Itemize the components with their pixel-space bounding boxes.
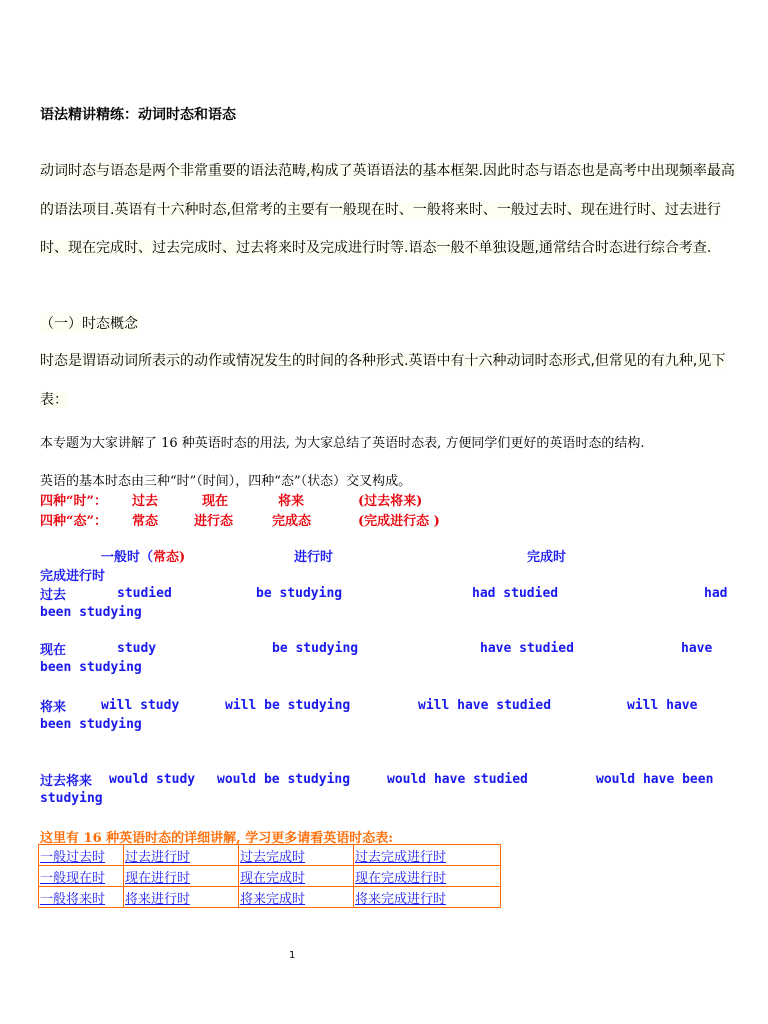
section-heading: （一）时态概念	[40, 313, 138, 333]
table-row	[39, 887, 501, 908]
cell-progressive: would be studying	[217, 772, 351, 787]
page-title: 语法精讲精练：动词时态和语态	[40, 107, 236, 123]
tense-link[interactable]: 一般将来时	[40, 891, 106, 907]
cell-perfect-progressive: had	[704, 586, 728, 601]
header-simple: 一般时（常态)	[101, 550, 186, 565]
four-times-item: 将来	[278, 494, 305, 509]
cell-simple: will study	[101, 698, 180, 713]
tense-link[interactable]: 过去完成时	[240, 849, 306, 865]
cell-perfect-progressive: have	[681, 641, 713, 656]
four-aspects-item: 完成态	[272, 514, 312, 529]
cell-perfect-progressive: will have	[627, 698, 698, 713]
header-perfect: 完成时	[527, 550, 567, 565]
tense-link[interactable]: 将来进行时	[125, 891, 191, 907]
tense-link[interactable]: 过去进行时	[125, 849, 191, 865]
tense-link[interactable]: 过去完成进行时	[355, 849, 447, 865]
header-progressive: 进行时	[294, 550, 334, 565]
four-aspects-item: (完成进行态 )	[358, 514, 440, 529]
row-label: 过去	[40, 588, 67, 603]
tense-link[interactable]: 一般过去时	[40, 849, 106, 865]
basic-tense-note: 英语的基本时态由三种“时”（时间），四种“态”（状态）交叉构成。	[40, 474, 412, 489]
four-aspects-item: 进行态	[194, 514, 234, 529]
cell-simple: would study	[109, 772, 196, 787]
table-row	[39, 845, 501, 866]
cell-perfect-progressive-cont: been studying	[40, 605, 142, 620]
more-tenses-label: 这里有 16 种英语时态的详细讲解, 学习更多请看英语时态表:	[40, 831, 393, 846]
cell-progressive: be studying	[256, 586, 343, 601]
four-times-item: (过去将来)	[358, 494, 423, 509]
row-label: 现在	[40, 643, 67, 658]
cell-perfect: would have studied	[387, 772, 528, 787]
tense-link[interactable]: 将来完成时	[240, 891, 306, 907]
topic-intro: 本专题为大家讲解了 16 种英语时态的用法, 为大家总结了英语时态表, 方便同学们更好的英语时态的结构.	[40, 436, 645, 451]
cell-perfect-progressive-cont: been studying	[40, 717, 142, 732]
tense-link[interactable]: 现在进行时	[125, 870, 191, 886]
tense-link[interactable]: 将来完成进行时	[355, 891, 447, 907]
tense-links-table	[38, 844, 501, 908]
cell-simple: study	[117, 641, 157, 656]
tense-link[interactable]: 现在完成进行时	[355, 870, 447, 886]
page-number: 1	[289, 950, 296, 961]
cell-perfect-progressive: would have been	[596, 772, 714, 787]
four-times-item: 过去	[132, 494, 159, 509]
four-times-item: 现在	[202, 494, 229, 509]
cell-simple: studied	[117, 586, 172, 601]
cell-perfect-progressive-cont: been studying	[40, 660, 142, 675]
row-label: 过去将来	[40, 774, 93, 789]
tense-link[interactable]: 一般现在时	[40, 870, 106, 886]
four-aspects-label: 四种“态”：	[40, 514, 107, 529]
table-row	[39, 866, 501, 887]
cell-perfect: had studied	[472, 586, 559, 601]
four-aspects-item: 常态	[132, 514, 159, 529]
intro-paragraph: 动词时态与语态是两个非常重要的语法范畴,构成了英语语法的基本框架.因此时态与语态也是高考中出现频率最高的语法项目.英语有十六种时态,但常考的主要有一般现在时、一般将来时、一般过去时、现在进行时、过去进行时、现在完成时、过去完成时、过去将来时及完成进行时等.语态一般不单独设题,通常结合时态进行综合考查.	[40, 163, 735, 256]
cell-perfect-progressive-cont: studying	[40, 791, 103, 806]
cell-perfect: will have studied	[418, 698, 552, 713]
header-perfect-progressive: 完成进行时	[40, 569, 106, 584]
cell-progressive: will be studying	[225, 698, 351, 713]
tense-concept-paragraph: 时态是谓语动词所表示的动作或情况发生的时间的各种形式.英语中有十六种动词时态形式,但常见的有九种,见下表：	[40, 353, 726, 408]
tense-link[interactable]: 现在完成时	[240, 870, 306, 886]
four-times-label: 四种“时”：	[40, 494, 107, 509]
cell-perfect: have studied	[480, 641, 574, 656]
row-label: 将来	[40, 700, 67, 715]
cell-progressive: be studying	[272, 641, 359, 656]
